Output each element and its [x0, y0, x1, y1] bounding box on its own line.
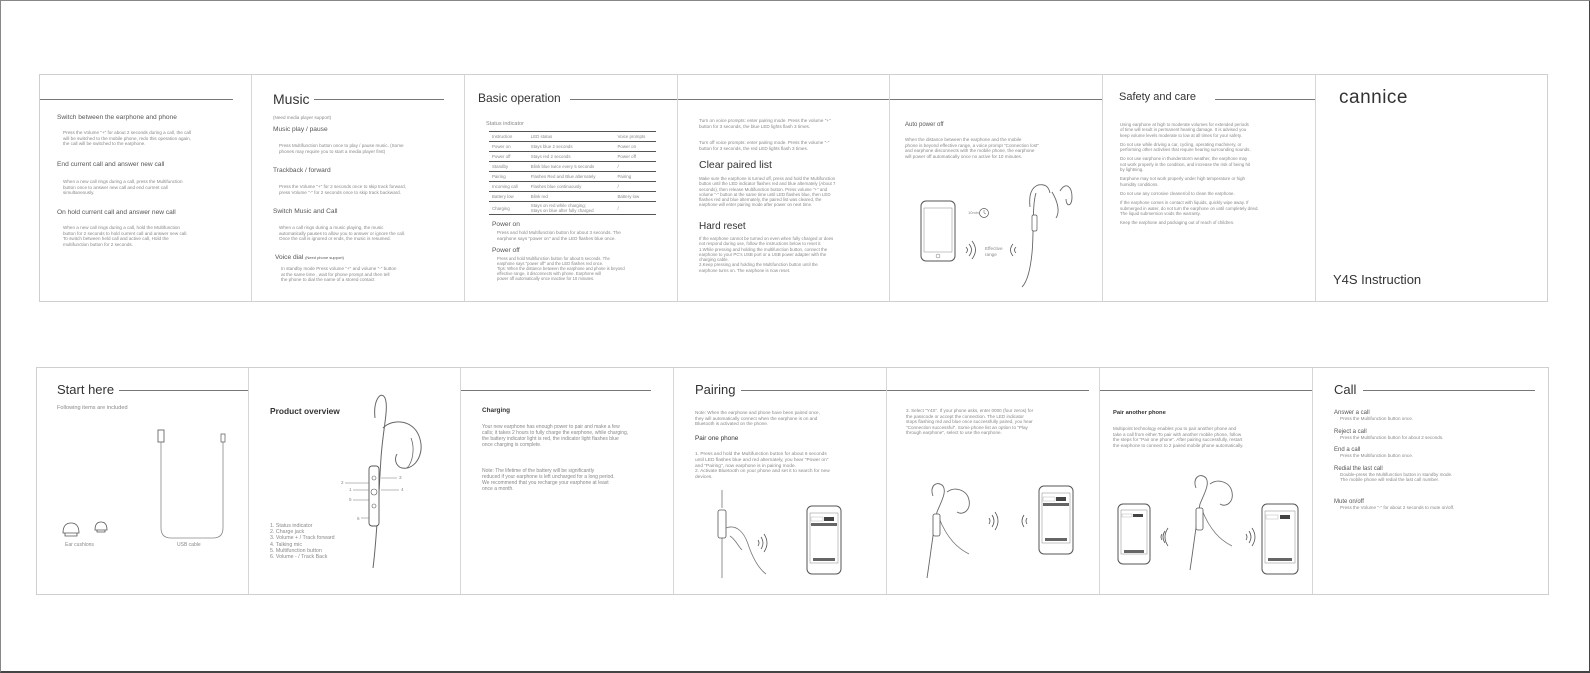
table-row: Charging Stays on red while charging; Stays on blue after fully charged /	[489, 202, 656, 215]
safety-text	[1120, 122, 1259, 225]
panel-pair-another	[1100, 368, 1313, 594]
parts-list	[270, 523, 335, 560]
panel-music	[252, 75, 465, 301]
callout-1: 1	[349, 487, 352, 492]
table-row: Incoming call Flashes blue continuously /	[489, 182, 656, 192]
safety-paragraph: Do not use any corrosive cleaner/oil to clean the earphone.	[1120, 190, 1235, 196]
status-table	[489, 131, 656, 215]
panel-basic-operation	[465, 75, 678, 301]
heading-clear-list: Clear paired list	[699, 159, 772, 171]
call-instructions	[1334, 410, 1454, 511]
heading-hold-call: On hold current call and answer new call	[57, 209, 176, 216]
panel-charging	[461, 368, 674, 594]
panel-product-overview	[249, 368, 461, 594]
text-track: Press the Volume "+" for 2 seconds once to skip track forward, press Volume "-" for 2 seconds once to skip track backward.	[279, 184, 406, 195]
safety-paragraph: Keep the earphone and packaging out of reach of children.	[1120, 220, 1235, 226]
text-power-on: Press and hold Multifunction button for about 3 seconds. The earphone says "power on" and the LED flashes blue once.	[497, 230, 621, 241]
safety-paragraph: Do not use earphone in thunderstorm weather, the earphone may not work properly in the condition, and increase the risk of being hit by lightning.	[1120, 156, 1251, 173]
heading-power-on: Power on	[492, 221, 520, 228]
header-rule	[314, 99, 444, 100]
text-voice-dial: In standby mode Press volume "+" and volume "-" button at the same time , wait for phone prompt and then tell the phone to dial the name of a stored contact	[281, 266, 397, 283]
text-pair-another: Multipoint technology enables you to pair another phone and take a call from either.To pair with another mobile phone, follow the steps for "Pair one phone". After pairing successfully, restart the earphone to connect to 2 paired mobile phone automatically.	[1113, 426, 1244, 448]
heading-switch: Switch between the earphone and phone	[57, 114, 177, 121]
table-header: Voice prompts	[614, 132, 656, 142]
list-item: 4. Talking mic	[270, 541, 302, 548]
list-item: Redial the last call Double-press the Multifunction button in standby mode. The mobile phone will redial the last call number.	[1334, 465, 1453, 483]
heading-pair-one: Pair one phone	[695, 435, 739, 442]
text-charging: Your new earphone has enough power to pair and make a few calls; it takes 2 hours to fully charge the earphone, while charging, the battery indicator light is red, the indicator light flashes blue once charging is complete.	[482, 424, 629, 448]
text-switch: Press the Volume "+" for about 2 seconds during a call, the call will be switched to the mobile phone, redo this operation again, the call will be switched to the earphone.	[63, 130, 192, 147]
table-row: Power on Stays blue 2 seconds Power on	[489, 142, 656, 152]
label-usb-cable: USB cable	[177, 542, 201, 548]
safety-paragraph: Do not use while driving a car, cycling, operating machinery, or performing other activities that require hearing surrounding sounds.	[1120, 141, 1251, 153]
pairing-illustration	[674, 368, 887, 594]
callout-2: 2	[341, 480, 344, 485]
list-item: 3. Volume + / Track forward	[270, 535, 335, 542]
callout-3: 3	[399, 475, 402, 480]
heading-charging: Charging	[482, 407, 511, 414]
text-hold-call: When a new call rings during a call, hold the Multifunction button for 2 seconds to hold current call and answer new call. To switch between held call and active call, Hold the multifunction button for 2 seconds.	[63, 225, 188, 247]
bottom-strip	[36, 367, 1549, 595]
panel-start-here	[37, 368, 249, 594]
header-rule	[1363, 390, 1535, 391]
brand-logo: cannice	[1339, 87, 1408, 108]
page-title: Product overview	[270, 406, 340, 416]
included-items-illustration	[37, 368, 249, 594]
page-title: Start here	[57, 382, 115, 397]
top-strip	[39, 74, 1548, 302]
table-header: Instruction	[489, 132, 528, 142]
heading-hard-reset: Hard reset	[699, 221, 746, 232]
auto-power-off-illustration	[890, 75, 1103, 301]
text-battery-note: Note: The lifetime of the battery will be significantly reduced if your earphone is left uncharged for a long period. We recommend that you recharge your earphone at least once a month.	[482, 468, 615, 492]
multipoint-illustration	[1100, 368, 1313, 594]
header-rule	[678, 99, 889, 100]
heading-status: Status indicator	[486, 121, 524, 127]
heading-power-off: Power off	[492, 247, 520, 254]
header-rule	[461, 390, 651, 391]
table-row: Battery low Blink red Battery low	[489, 192, 656, 202]
header-rule	[40, 99, 233, 100]
table-row: Standby Blink blue twice every 5 seconds /	[489, 162, 656, 172]
callout-4: 4	[401, 487, 404, 492]
heading-voice-dial: Voice dial (Need phone support)	[275, 254, 344, 261]
heading-auto-power-off: Auto power off	[905, 122, 944, 128]
list-item: 2. Charge jack	[270, 529, 305, 536]
music-note: (Need media player support)	[273, 115, 332, 120]
page-title: Music	[273, 91, 310, 107]
table-header: LED status	[528, 132, 615, 142]
list-item: 1. Status indicator	[270, 523, 313, 529]
page-title: Basic operation	[478, 91, 561, 105]
page-title: Safety and care	[1119, 91, 1197, 103]
model-title: Y4S Instruction	[1333, 272, 1422, 287]
heading-switch-music: Switch Music and Call	[273, 208, 338, 215]
list-item: End a call Press the Multifunction button once.	[1334, 447, 1414, 459]
text-pair-steps: 1. Press and hold the Multifunction button for about 6 seconds until LED flashes blue and red alternately, you hear "Power on" and "Pairing", now earphone is in pairing mode. 2. Activate Bluetooth on your phone and set it to search for new devices.	[695, 452, 830, 481]
heading-pair-another: Pair another phone	[1113, 410, 1166, 416]
text-hard-reset: If the earphone cannot be turned on even when fully charged or does not respond during use, follow the instructions below to reset it. 1.While pressing and holding the multifunction button, connect the earphone to your PC's USB port or a USB power adapter with the charging cable. 2.Keep pressing and holding the Multifunction button until the earphone turns on. The earphone is now reset.	[699, 236, 834, 273]
safety-paragraph: Using earphone at high to moderate volumes for extended periods of time will result in permanent hearing damage. It is advised you keep volume levels moderate to low at all times for your safety.	[1120, 122, 1249, 138]
panel-cover	[1316, 75, 1547, 301]
heading-music-play: Music play / pause	[273, 126, 328, 133]
panel-call	[1313, 368, 1535, 594]
included-items: Following items are included	[57, 405, 128, 411]
header-rule	[570, 99, 677, 100]
safety-paragraph: Earphone may not work properly under high temperature or high humidity conditions.	[1120, 176, 1245, 187]
panel-safety	[1103, 75, 1316, 301]
text-music-play: Press Multifunction button once to play / pause music. (Some phones may require you to start a media player first)	[279, 143, 404, 154]
text-clear-list: Make sure the earphone is turned off, press and hold the Multifunction button until the LED indicator flashes red and blue alternately (About 7 seconds), then release Multifunction button. Press volume "+" and volume "-" button at the same time until LED flashes blue, then LED flashes red and blue alternately, the paired list was cleared, the earphone will enter pairing mode after power on next time.	[699, 176, 836, 208]
header-rule	[1215, 99, 1315, 100]
table-row: Power off Stays red 2 seconds Power off	[489, 152, 656, 162]
panel-pairing	[674, 368, 887, 594]
table-row: Pairing Flashes Red and Blue alternately Pairing	[489, 172, 656, 182]
heading-track: Trackback / forward	[273, 167, 331, 174]
label-ear-cushions: Ear cushions	[65, 542, 94, 548]
panel-switch-calls	[40, 75, 252, 301]
text-auto-power-off: When the distance between the earphone and the mobile phone is beyond effective range, a voice prompt "Connection lost" and earphone disconnects with the mobile phone, the earphone will power off automatically once no active for 10 minutes.	[905, 137, 1039, 159]
text-power-off: Press and hold Multifunction button for about 5 seconds. The earphone says "power off" and the LED flashes red once. Tips: When the distance between the earphone and phone is beyond effective range, it disconnects with phone. Earphone will power off automatically once inactive for 10 minutes.	[497, 256, 625, 281]
list-item: 6. Volume - / Track Back	[270, 554, 328, 561]
page-title: Call	[1334, 382, 1357, 397]
panel-auto-power-off	[890, 75, 1103, 301]
text-voice-prompt-on: Turn on voice prompts: enter pairing mode. Press the volume "+" button for 3 seconds, the blue LED lights flash 3 times.	[699, 118, 831, 129]
text-switch-music: When a call rings during a music playing, the music automatically pauses to allow you to answer or ignore the call. Once the call is ignored or ends, the music is resumed.	[279, 225, 406, 242]
timer-label: 10min	[968, 210, 979, 215]
list-item: 5. Multifunction button	[270, 547, 322, 554]
callout-6: 6	[357, 516, 360, 521]
callout-5: 5	[349, 497, 352, 502]
text-voice-prompt-off: Turn off voice prompts: enter pairing mode. Press the volume "-" button for 3 seconds, the red LED lights flash 3 times.	[699, 140, 830, 151]
connection-illustration	[887, 368, 1100, 594]
panel-select-device	[887, 368, 1100, 594]
range-label: Effective range	[985, 246, 1003, 257]
panel-clear-reset	[678, 75, 890, 301]
safety-paragraph: If the earphone comes in contact with liquids, quickly wipe away. If submerged in water, do not turn the earphone on until completely dried. The liquid submersion voids the warranty.	[1120, 200, 1259, 216]
text-end-call: When a new call rings during a call, press the Multifunction button once to answer new call and end current call simultaneously.	[63, 179, 183, 196]
list-item: Mute on/off Press the Volume "-" for about 2 seconds to mute on/off.	[1334, 498, 1455, 510]
text-pairing-note: Note: When the earphone and phone have been paired once, they will automatically connect when the earphone is on and Bluetooth is activated on the phone.	[695, 410, 820, 427]
text-step-3: 3. Select "Y4S". If your phone asks, enter 0000 (four zeros) for the passcode or accept the connection. The LED indicator stops flashing red and blue once successfully paired, you hear "Connection successful". Some phone list an option to "Play through earphone", select to use the earphone.	[906, 408, 1034, 436]
page-title: Pairing	[695, 382, 736, 397]
list-item: Reject a call Press the Multifunction button for about 2 seconds.	[1334, 428, 1444, 440]
heading-end-call: End current call and answer new call	[57, 161, 165, 168]
list-item: Answer a call Press the Multifunction button once.	[1334, 410, 1414, 421]
